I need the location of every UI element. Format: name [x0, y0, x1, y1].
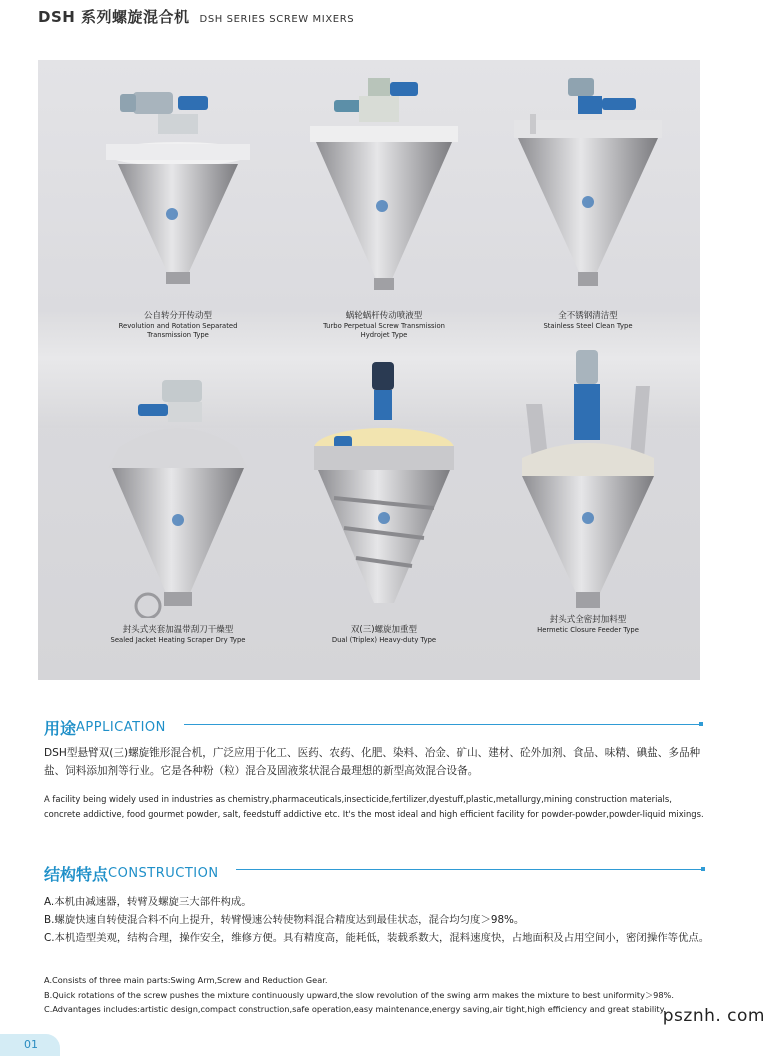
- product-name-cn: 封头式夹套加温带刮刀干燥型: [122, 625, 234, 635]
- product-caption: [478, 310, 698, 331]
- product-caption: [274, 310, 494, 340]
- product-card: [68, 74, 288, 340]
- list-item: B.Quick rotations of the screw pushes the mixture continuously upward,the slow revolution of the swing arm makes the mixture to best uniformity＞98%.: [44, 989, 674, 1000]
- mixer-illustration-6: [508, 348, 668, 618]
- product-name-en: Turbo Perpetual Screw Transmission Hydrojet Type: [323, 322, 445, 339]
- product-name-cn: 公自转分开传动型: [143, 311, 212, 321]
- product-caption: [68, 624, 288, 645]
- mixer-illustration-2: [304, 74, 464, 304]
- product-name-cn: 双(三)螺旋加重型: [350, 625, 418, 635]
- page-title-cn: DSH 系列螺旋混合机: [38, 8, 190, 26]
- product-name-en: Hermetic Closure Feeder Type: [537, 626, 639, 634]
- mixer-illustration-5: [304, 358, 464, 618]
- construction-title-cn: 结构特点: [44, 865, 109, 884]
- list-item: A.本机由减速器，转臂及螺旋三大部件构成。: [44, 896, 252, 908]
- product-card: [478, 348, 698, 635]
- product-name-en: Revolution and Rotation Separated Transmission Type: [118, 322, 238, 339]
- page-header: [38, 6, 354, 28]
- page-title-en: DSH SERIES SCREW MIXERS: [199, 14, 355, 25]
- page-number-tab: [0, 1034, 60, 1056]
- page-number: 01: [24, 1038, 38, 1051]
- section-divider-line: [236, 869, 704, 870]
- section-divider-dot: [699, 722, 703, 726]
- construction-list-en: [44, 973, 714, 1017]
- construction-heading: [44, 862, 219, 885]
- mixer-illustration-3: [508, 74, 668, 304]
- construction-list-cn: [44, 893, 714, 947]
- product-photo-panel: [38, 60, 700, 680]
- application-title-cn: 用途: [44, 719, 77, 738]
- product-card: [274, 74, 494, 340]
- product-name-en: Stainless Steel Clean Type: [543, 322, 633, 330]
- application-heading: [44, 716, 166, 739]
- application-text-cn: DSH型悬臂双(三)螺旋锥形混合机，广泛应用于化工、医药、农药、化肥、染料、冶金、矿山、建材、砼外加剂、食品、味精、碘盐、多品种盐、饲料添加剂等行业。它是各种粉（粒）混合及固液浆状混合最理想的新型高效混合设备。: [44, 747, 701, 777]
- product-name-cn: 蜗轮蜗杆传动喷液型: [345, 311, 423, 321]
- list-item: C.Advantages includes:artistic design,compact construction,safe operation,easy maintenance,energy saving,air tight,high efficiency and great stability.: [44, 1004, 666, 1014]
- product-name-cn: 封头式全密封加料型: [549, 615, 627, 625]
- list-item: A.Consists of three main parts:Swing Arm,Screw and Reduction Gear.: [44, 975, 328, 985]
- product-name-cn: 全不锈钢清洁型: [558, 311, 618, 321]
- product-caption: [68, 310, 288, 340]
- mixer-illustration-4: [98, 378, 258, 618]
- application-text-en: A facility being widely used in industries as chemistry,pharmaceuticals,insecticide,fertilizer,dyestuff,plastic,metallurgy,mining construction materials, concrete addictive, food gourmet powder, salt, feedstuff addictive etc. It's the most ideal and high efficient facility for powder-powder,powder-liquid mixings.: [44, 794, 704, 819]
- product-card: [478, 74, 698, 331]
- product-name-en: Dual (Triplex) Heavy-duty Type: [331, 636, 437, 644]
- product-caption: [478, 614, 698, 635]
- list-item: C.本机造型美观，结构合理，操作安全，维修方便。具有精度高，能耗低，装载系数大，混料速度快，占地面积及占用空间小，密闭操作等优点。: [44, 932, 710, 944]
- product-card: [68, 378, 288, 645]
- section-divider-line: [184, 724, 702, 725]
- section-divider-dot: [701, 867, 705, 871]
- watermark-text: psznh. com: [662, 1006, 765, 1026]
- mixer-illustration-1: [98, 74, 258, 304]
- product-caption: [274, 624, 494, 645]
- application-title-en: APPLICATION: [76, 720, 166, 735]
- product-card: [274, 358, 494, 645]
- construction-title-en: CONSTRUCTION: [108, 866, 219, 881]
- product-name-en: Sealed Jacket Heating Scraper Dry Type: [110, 636, 246, 644]
- list-item: B.螺旋快速自转使混合料不向上提升，转臂慢速公转使物料混合精度达到最佳状态，混合均匀度＞98%。: [44, 914, 525, 926]
